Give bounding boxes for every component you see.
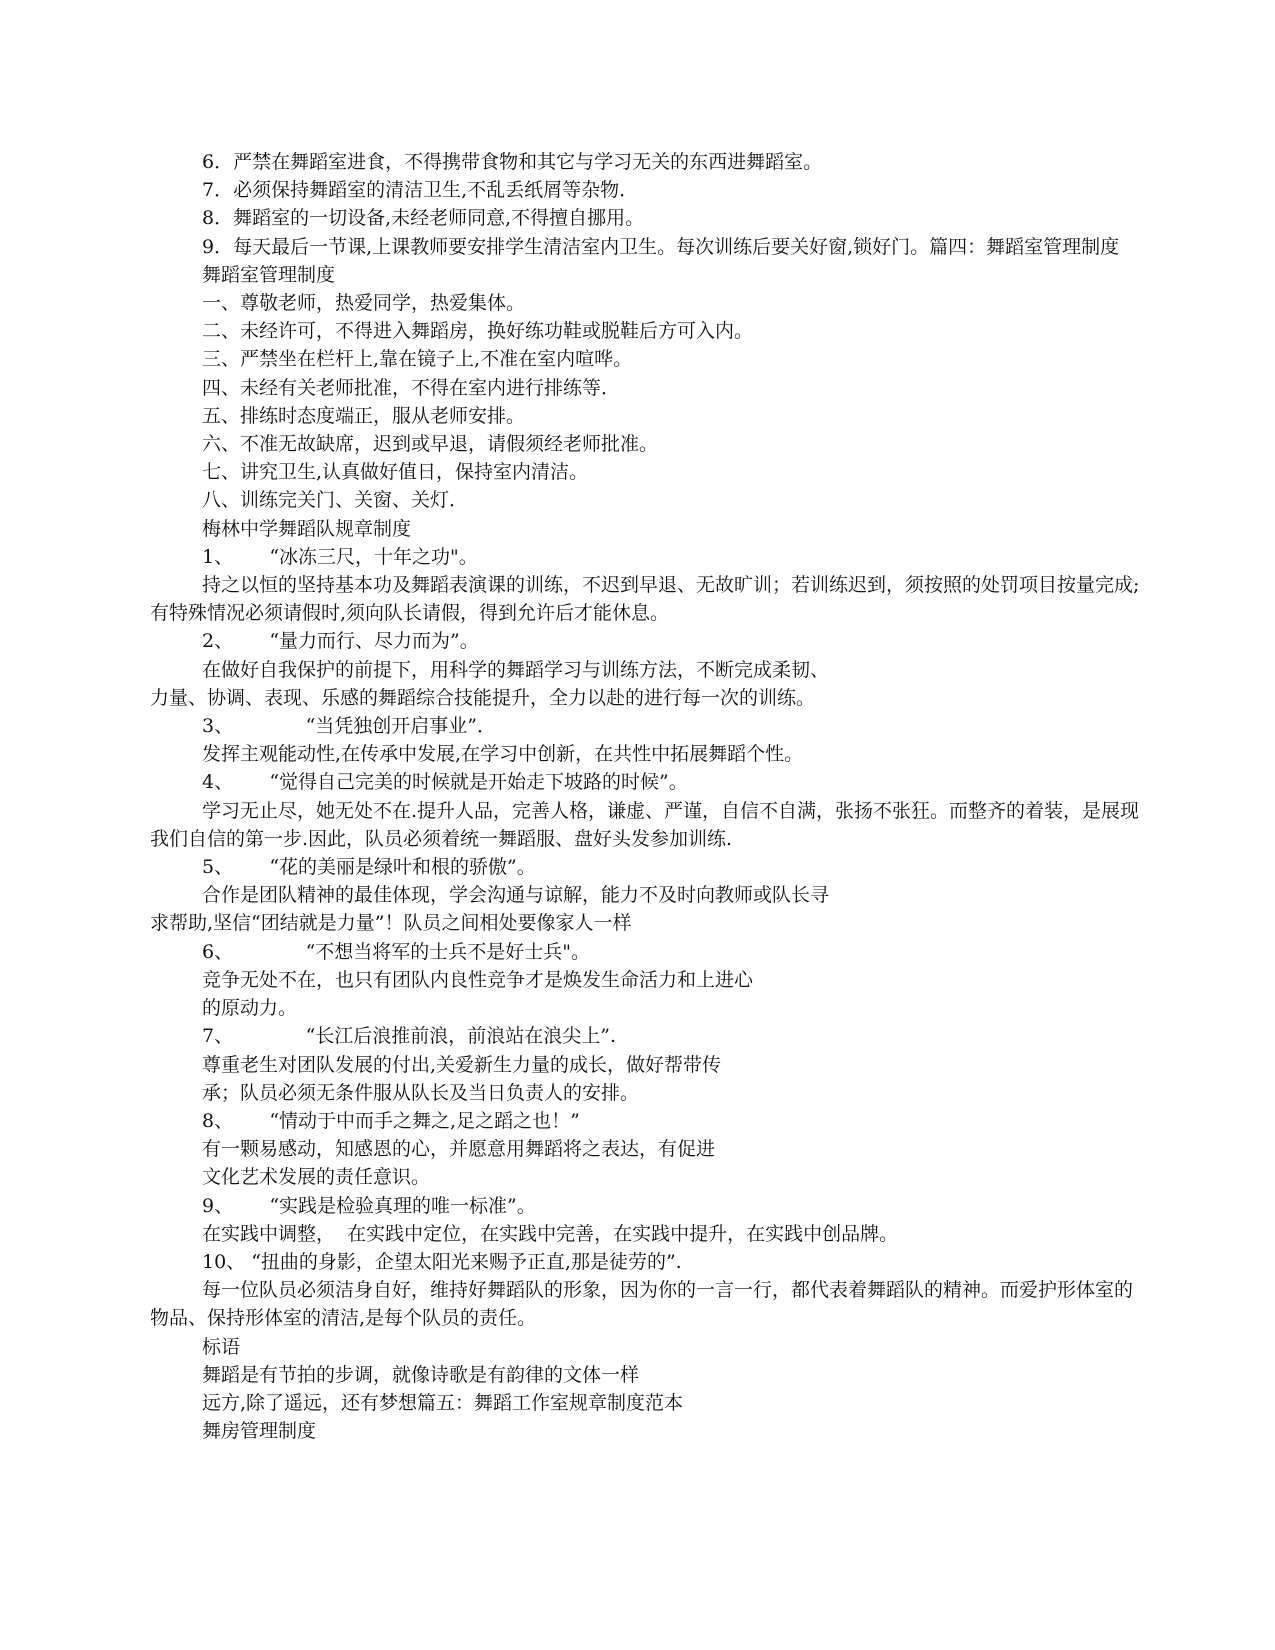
motto-heading: 6、 “不想当将军的士兵不是好士兵"。 <box>202 940 591 963</box>
rule-item-4: 四、未经有关老师批准，不得在室内进行排练等． <box>202 376 621 399</box>
motto-heading: 4、 “觉得自己完美的时候就是开始走下坡路的时候”。 <box>202 771 688 794</box>
rule-item-7: 七、讲究卫生,认真做好值日，保持室内清洁。 <box>202 461 589 484</box>
motto-heading: 3、 “当凭独创开启事业”． <box>202 715 496 738</box>
motto-heading: 5、 “花的美丽是绿叶和根的骄傲”。 <box>202 856 536 879</box>
paragraph-line: 发挥主观能动性,在传承中发展,在学习中创新，在共性中拓展舞蹈个性。 <box>202 743 804 766</box>
rule-item-3: 三、严禁坐在栏杆上,靠在镜子上,不准在室内喧哗。 <box>202 348 633 371</box>
paragraph-line: 有一颗易感动，知感恩的心，并愿意用舞蹈将之表达，有促进 <box>202 1138 716 1161</box>
slogan-line: 远方,除了遥远，还有梦想篇五：舞蹈工作室规章制度范本 <box>202 1391 684 1414</box>
paragraph: 学习无止尽，她无处不在.提升人品，完善人格，谦虚、严谨，自信不自满，张扬不张狂。而整齐的着装，是展现我们自信的第一步.因此，队员必须着统一舞蹈服、盘好头发参加训练. <box>150 799 1140 850</box>
paragraph-line: 的原动力。 <box>202 997 298 1020</box>
section-title: 梅林中学舞蹈队规章制度 <box>202 517 412 540</box>
section-title: 舞房管理制度 <box>202 1420 317 1443</box>
rule-line-8: 8．舞蹈室的一切设备,未经老师同意,不得擅自挪用。 <box>202 207 645 230</box>
paragraph-line: 合作是团队精神的最佳体现，学会沟通与谅解，能力不及时向教师或队长寻 <box>202 884 830 907</box>
rule-item-5: 五、排练时态度端正，服从老师安排。 <box>202 404 526 427</box>
rule-item-8: 八、训练完关门、关窗、关灯． <box>202 489 469 512</box>
motto-heading: 1、 “冰冻三尺，十年之功"。 <box>202 545 478 568</box>
rule-item-2: 二、未经许可，不得进入舞蹈房，换好练功鞋或脱鞋后方可入内。 <box>202 320 754 343</box>
motto-heading: 8、 “情动于中而手之舞之,足之蹈之也！” <box>202 1109 580 1132</box>
paragraph-line: 文化艺术发展的责任意识。 <box>202 1166 431 1189</box>
paragraph-line: 力量、协调、表现、乐感的舞蹈综合技能提升，全力以赴的进行每一次的训练。 <box>150 686 816 709</box>
paragraph-line: 在做好自我保护的前提下，用科学的舞蹈学习与训练方法，不断完成柔韧、 <box>202 658 830 681</box>
paragraph-line: 在实践中调整， 在实践中定位，在实践中完善，在实践中提升，在实践中创品牌。 <box>202 1222 899 1245</box>
paragraph-line: 尊重老生对团队发展的付出,关爱新生力量的成长，做好帮带传 <box>202 1053 722 1076</box>
rule-item-6: 六、不准无故缺席，迟到或早退，请假须经老师批准。 <box>202 433 659 456</box>
rule-line-7: 7．必须保持舞蹈室的清洁卫生,不乱丢纸屑等杂物． <box>202 179 639 202</box>
rule-line-9: 9．每天最后一节课,上课教师要安排学生清洁室内卫生。每次训练后要关好窗,锁好门。篇四：舞蹈室管理制度 <box>202 235 1120 258</box>
slogan-line: 舞蹈是有节拍的步调，就像诗歌是有韵律的文体一样 <box>202 1363 640 1386</box>
paragraph-line: 竞争无处不在，也只有团队内良性竞争才是焕发生命活力和上进心 <box>202 968 754 991</box>
motto-heading: 10、 “扭曲的身影，企望太阳光来赐予正直,那是徒劳的”. <box>202 1250 682 1273</box>
paragraph-line: 承；队员必须无条件服从队长及当日负责人的安排。 <box>202 1081 640 1104</box>
motto-heading: 7、 “长江后浪推前浪，前浪站在浪尖上”. <box>202 1025 617 1048</box>
rule-item-1: 一、尊敬老师，热爱同学，热爱集体。 <box>202 292 526 315</box>
paragraph-line: 求帮助,坚信“团结就是力量”！队员之间相处要像家人一样 <box>150 912 632 935</box>
rule-line-6: 6．严禁在舞蹈室进食，不得携带食物和其它与学习无关的东西进舞蹈室。 <box>202 151 823 173</box>
paragraph: 持之以恒的坚持基本功及舞蹈表演课的训练，不迟到早退、无故旷训；若训练迟到，须按照的处罚项目按量完成;有特殊情况必须请假时,须向队长请假，得到允许后才能休息。 <box>150 574 1140 625</box>
document-body <box>150 148 1140 1445</box>
motto-heading: 2、 “量力而行、尽力而为”。 <box>202 630 479 653</box>
motto-heading: 9、 “实践是检验真理的唯一标准”。 <box>202 1194 536 1217</box>
paragraph: 每一位队员必须洁身自好，维持好舞蹈队的形象，因为你的一言一行，都代表着舞蹈队的精神。而爱护形体室的物品、保持形体室的清洁,是每个队员的责任。 <box>150 1279 1134 1330</box>
slogan-title: 标语 <box>202 1335 241 1358</box>
section-title: 舞蹈室管理制度 <box>202 263 336 286</box>
